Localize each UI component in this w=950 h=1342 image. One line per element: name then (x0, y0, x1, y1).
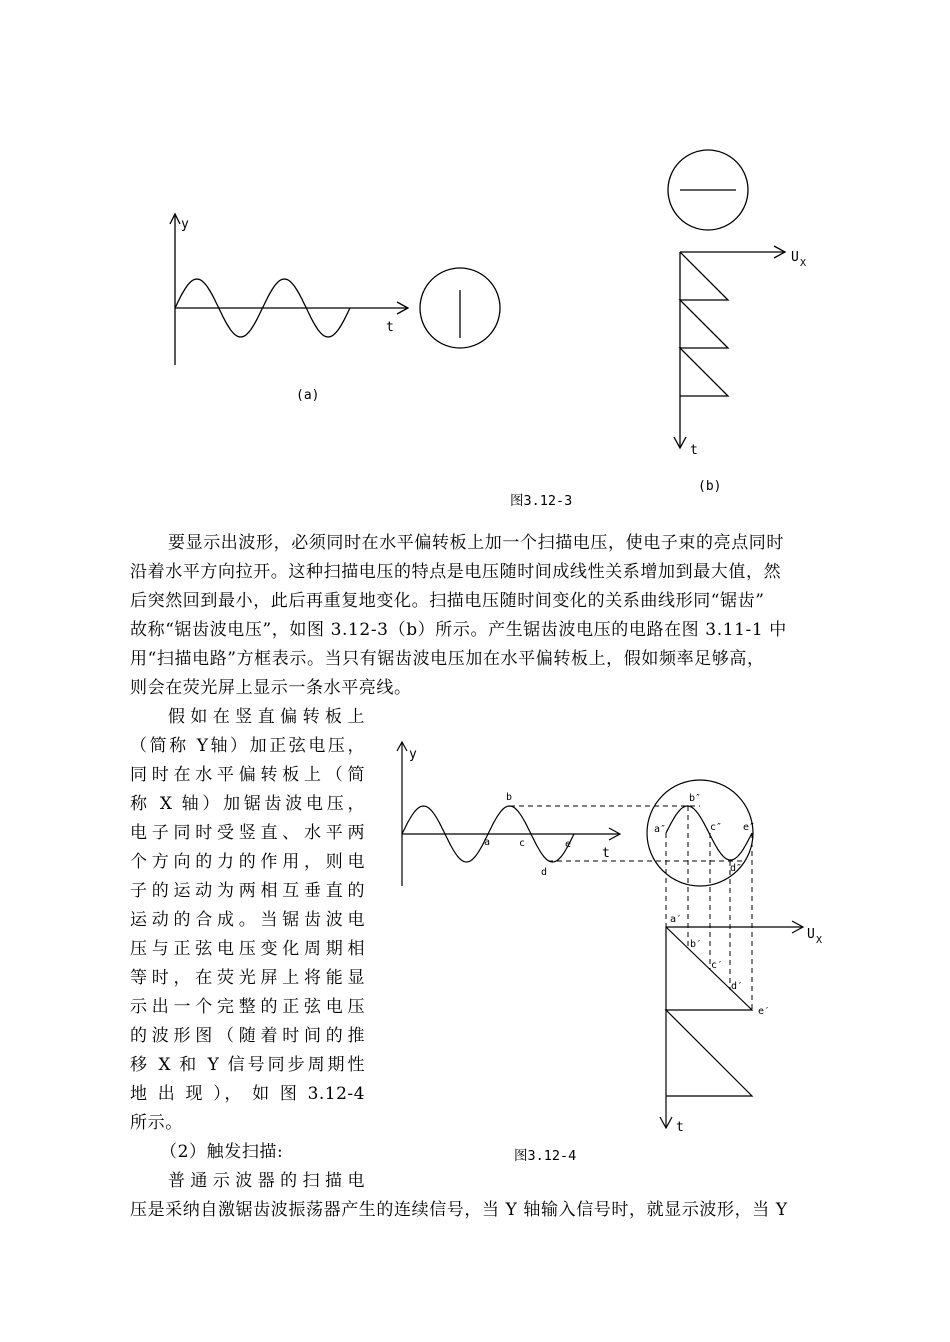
figure-4-sawtooth (666, 927, 752, 1096)
figure-a (170, 214, 500, 365)
paragraph-1-line: 故称“锯齿波电压”，如图 3.12-3（b）所示。产生锯齿波电压的电路在图 3.11-1 中 (130, 620, 787, 640)
figure-4-screen-trace (666, 806, 752, 860)
figure-4-screen-point-c: c″ (710, 822, 723, 833)
figure-4-point-e: e (565, 839, 572, 850)
paragraph-2-line: 移 X 和 Y 信号同步周期性 (130, 1055, 365, 1075)
paragraph-2-line: 地 出 现 ）， 如 图 3.12-4 (130, 1084, 365, 1104)
paragraph-1-line: 后突然回到最小，此后再重复地变化。扫描电压随时间变化的关系曲线形同“锯齿” (130, 591, 765, 611)
figure-4-screen-point-d: d″ (730, 863, 743, 874)
paragraph-2-line: 压与正弦电压变化周期相 (130, 939, 365, 959)
paragraph-2-line: 所示。 (130, 1113, 183, 1133)
figure-4-screen-point-a: a″ (654, 824, 667, 835)
figure-4-sweep-point-e: e′ (758, 1006, 771, 1017)
figure-b-ux-subscript: X (800, 258, 807, 269)
paragraph-2-line: （简称 Y轴）加正弦电压， (130, 736, 365, 756)
figure-4-projection-lines (510, 806, 752, 1010)
figure-a-caption: (a) (296, 388, 320, 403)
figure-4-screen-point-e: e″ (743, 822, 756, 833)
figure-3-12-3-caption: 图3.12-3 (510, 493, 573, 509)
paragraph-2-line: 称 X 轴）加锯齿波电压， (130, 794, 365, 814)
paragraph-2-line: 子的运动为两相互垂直的 (130, 881, 365, 901)
figure-3-12-4-caption: 图3.12-4 (514, 1148, 577, 1164)
paragraph-2-line: 假如在竖直偏转板上 (168, 707, 365, 727)
section-heading: （2）触发扫描: (160, 1142, 284, 1162)
paragraph-3-line: 压是采纳自激锯齿波振荡器产生的连续信号，当 Y 轴输入信号时，就显示波形，当 Y (130, 1200, 788, 1220)
paragraph-3-line: 普通示波器的扫描电 (168, 1171, 365, 1191)
figure-4-t-label-vertical: t (676, 1120, 684, 1135)
figure-b-caption: (b) (698, 479, 722, 494)
paragraph-2-line: 运动的合成。当锯齿波电 (130, 910, 365, 930)
figure-4-sweep-point-a: a′ (670, 914, 683, 925)
figure-4-point-d: d (541, 867, 548, 878)
paragraph-1-line: 则会在荧光屏上显示一条水平亮线。 (130, 678, 412, 698)
paragraph-2-line: 等时，在荧光屏上将能显 (130, 968, 365, 988)
paragraph-2-line: 同时在水平偏转板上（简 (130, 765, 365, 785)
paragraph-2-line: 示出一个完整的正弦电压 (130, 997, 365, 1017)
paragraph-2-line: 的波形图（随着时间的推 (130, 1026, 365, 1046)
figure-4-point-c: c (519, 838, 526, 849)
paragraph-2-line: 电子同时受竖直、水平两 (130, 823, 365, 843)
figure-4-point-b: b (506, 792, 513, 803)
figure-4-point-a: a (484, 837, 491, 848)
paragraph-1-line: 要显示出波形，必须同时在水平偏转板上加一个扫描电压，使电子束的亮点同时 (168, 533, 784, 553)
figure-4-y-label: y (409, 747, 417, 762)
figure-4-screen-point-b: b″ (689, 793, 702, 804)
figure-4-sweep-point-c: c′ (711, 960, 724, 971)
figure-b (668, 150, 785, 448)
figure-a-t-label: t (386, 320, 394, 335)
figure-4-sweep-point-d: d′ (731, 981, 744, 992)
figure-4-ux-label: U (807, 927, 815, 942)
figure-4-sweep-point-b: b′ (690, 939, 703, 950)
figure-4-t-label: t (602, 846, 610, 861)
paragraph-2-line: 个方向的力的作用，则电 (130, 852, 365, 872)
figure-4 (397, 742, 803, 1128)
figure-b-t-label: t (690, 443, 698, 458)
figure-a-y-label: y (181, 217, 189, 232)
figure-b-sawtooth (680, 252, 728, 396)
paragraph-1-line: 沿着水平方向拉开。这种扫描电压的特点是电压随时间成线性关系增加到最大值，然 (130, 562, 782, 582)
figure-b-ux-label: U (791, 250, 799, 265)
figure-4-ux-subscript: X (816, 935, 823, 946)
paragraph-1-line: 用“扫描电路”方框表示。当只有锯齿波电压加在水平偏转板上，假如频率足够高， (130, 649, 765, 669)
